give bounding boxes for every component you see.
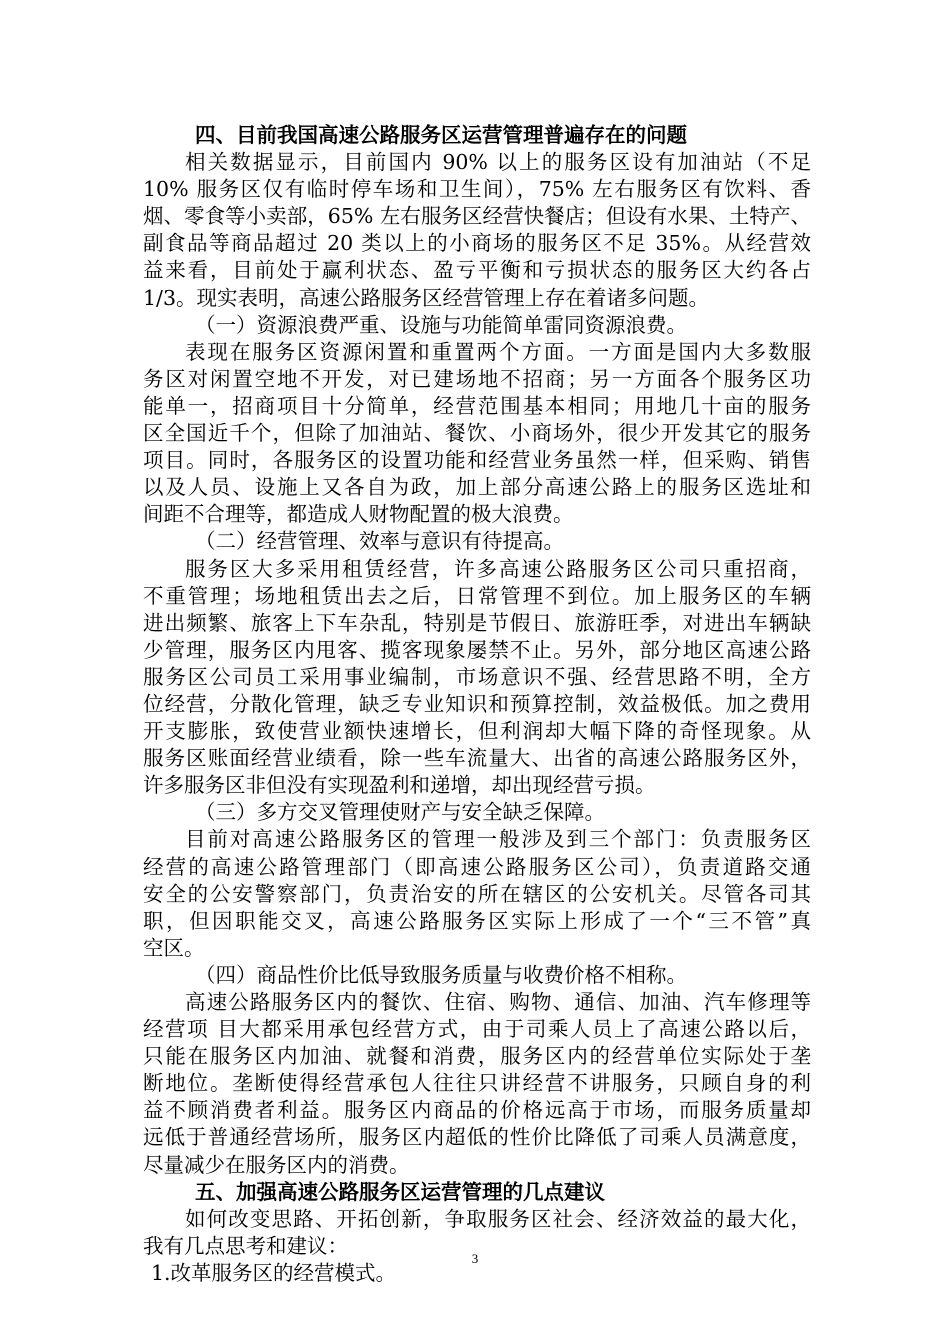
text-line: 如何改变思路、开拓创新，争取服务区社会、经济效益的最大化， [185, 1206, 811, 1231]
text-line: 经营项 目大都采用承包经营方式，由于司乘人员上了高速公路以后， [143, 1017, 811, 1042]
text-line: 1/3。现实表明，高速公路服务区经营管理上存在着诸多问题。 [143, 285, 709, 310]
text-line: 服务区大多采用租赁经营，许多高速公路服务区公司只重招商， [185, 556, 811, 581]
text-line: 副食品等商品超过 20 类以上的小商场的服务区不足 35%。从经营效 [143, 231, 811, 256]
text-line: 我有几点思考和建议： [143, 1233, 348, 1258]
text-line: 目前对高速公路服务区的管理一般涉及到三个部门：负责服务区 [185, 827, 811, 852]
text-line: 位经营，分散化管理，缺乏专业知识和预算控制，效益极低。加之费用 [143, 691, 811, 716]
text-line: 务区对闲置空地不开发，对已建场地不招商；另一方面各个服务区功 [143, 366, 811, 391]
section-heading: 四、目前我国高速公路服务区运营管理普遍存在的问题 [195, 123, 687, 147]
subsection-heading: （四）商品性价比低导致服务质量与收费价格不相称。 [195, 962, 687, 987]
text-line: 能单一，招商项目十分简单，经营范围基本相同；用地几十亩的服务 [143, 393, 811, 418]
text-line: 项目。同时，各服务区的设置功能和经营业务虽然一样，但采购、销售 [143, 448, 811, 473]
text-line: 区全国近千个，但除了加油站、餐饮、小商场外，很少开发其它的服务 [143, 421, 811, 446]
text-line: 烟、零食等小卖部，65% 左右服务区经营快餐店；但设有水果、土特产、 [143, 204, 811, 229]
text-line: 只能在服务区内加油、就餐和消费，服务区内的经营单位实际处于垄 [143, 1044, 811, 1069]
text-line: 尽量减少在服务区内的消费。 [143, 1152, 410, 1177]
text-line: 空区。 [143, 935, 205, 960]
text-line: 1.改革服务区的经营模式。 [151, 1260, 397, 1285]
section-heading: 五、加强高速公路服务区运营管理的几点建议 [195, 1179, 605, 1204]
text-line: 进出频繁、旅客上下车杂乱，特别是节假日、旅游旺季，对进出车辆缺 [143, 610, 811, 635]
text-line: 益不顾消费者利益。服务区内商品的价格远高于市场，而服务质量却 [143, 1098, 811, 1123]
text-line: 益来看，目前处于赢利状态、盈亏平衡和亏损状态的服务区大约各占 [143, 258, 811, 283]
text-line: 许多服务区非但没有实现盈利和递增，却出现经营亏损。 [143, 773, 656, 798]
text-line: 经营的高速公路管理部门（即高速公路服务区公司），负责道路交通 [143, 854, 811, 879]
text-line: 服务区公司员工采用事业编制，市场意识不强、经营思路不明，全方 [143, 664, 811, 689]
subsection-heading: （二）经营管理、效率与意识有待提高。 [195, 529, 564, 554]
text-line: 开支膨胀，致使营业额快速增长，但利润却大幅下降的奇怪现象。从 [143, 719, 811, 744]
subsection-heading: （三）多方交叉管理使财产与安全缺乏保障。 [195, 800, 605, 825]
subsection-heading: （一）资源浪费严重、设施与功能简单雷同资源浪费。 [195, 312, 687, 337]
text-line: 服务区账面经营业绩看，除一些车流量大、出省的高速公路服务区外， [143, 746, 811, 771]
text-line: 断地位。垄断使得经营承包人往往只讲经营不讲服务，只顾自身的利 [143, 1071, 811, 1096]
text-line: 表现在服务区资源闲置和重置两个方面。一方面是国内大多数服 [185, 339, 811, 364]
text-line: 安全的公安警察部门，负责治安的所在辖区的公安机关。尽管各司其 [143, 881, 811, 906]
text-line: 不重管理；场地租赁出去之后，日常管理不到位。加上服务区的车辆 [143, 583, 811, 608]
text-line: 相关数据显示，目前国内 90% 以上的服务区设有加油站（不足 [185, 150, 811, 175]
text-line: 职，但因职能交叉，高速公路服务区实际上形成了一个“三不管”真 [143, 908, 811, 933]
text-line: 10% 服务区仅有临时停车场和卫生间），75% 左右服务区有饮料、香 [143, 177, 811, 202]
page-number: 3 [471, 1251, 479, 1266]
text-line: 以及人员、设施上又各自为政，加上部分高速公路上的服务区选址和 [143, 475, 811, 500]
document-body [143, 122, 811, 1287]
text-line: 高速公路服务区内的餐饮、住宿、购物、通信、加油、汽车修理等 [185, 990, 811, 1014]
text-line: 远低于普通经营场所，服务区内超低的性价比降低了司乘人员满意度， [143, 1125, 811, 1150]
text-line: 少管理，服务区内甩客、揽客现象屡禁不止。另外，部分地区高速公路 [143, 637, 811, 662]
text-line: 间距不合理等，都造成人财物配置的极大浪费。 [143, 502, 574, 527]
